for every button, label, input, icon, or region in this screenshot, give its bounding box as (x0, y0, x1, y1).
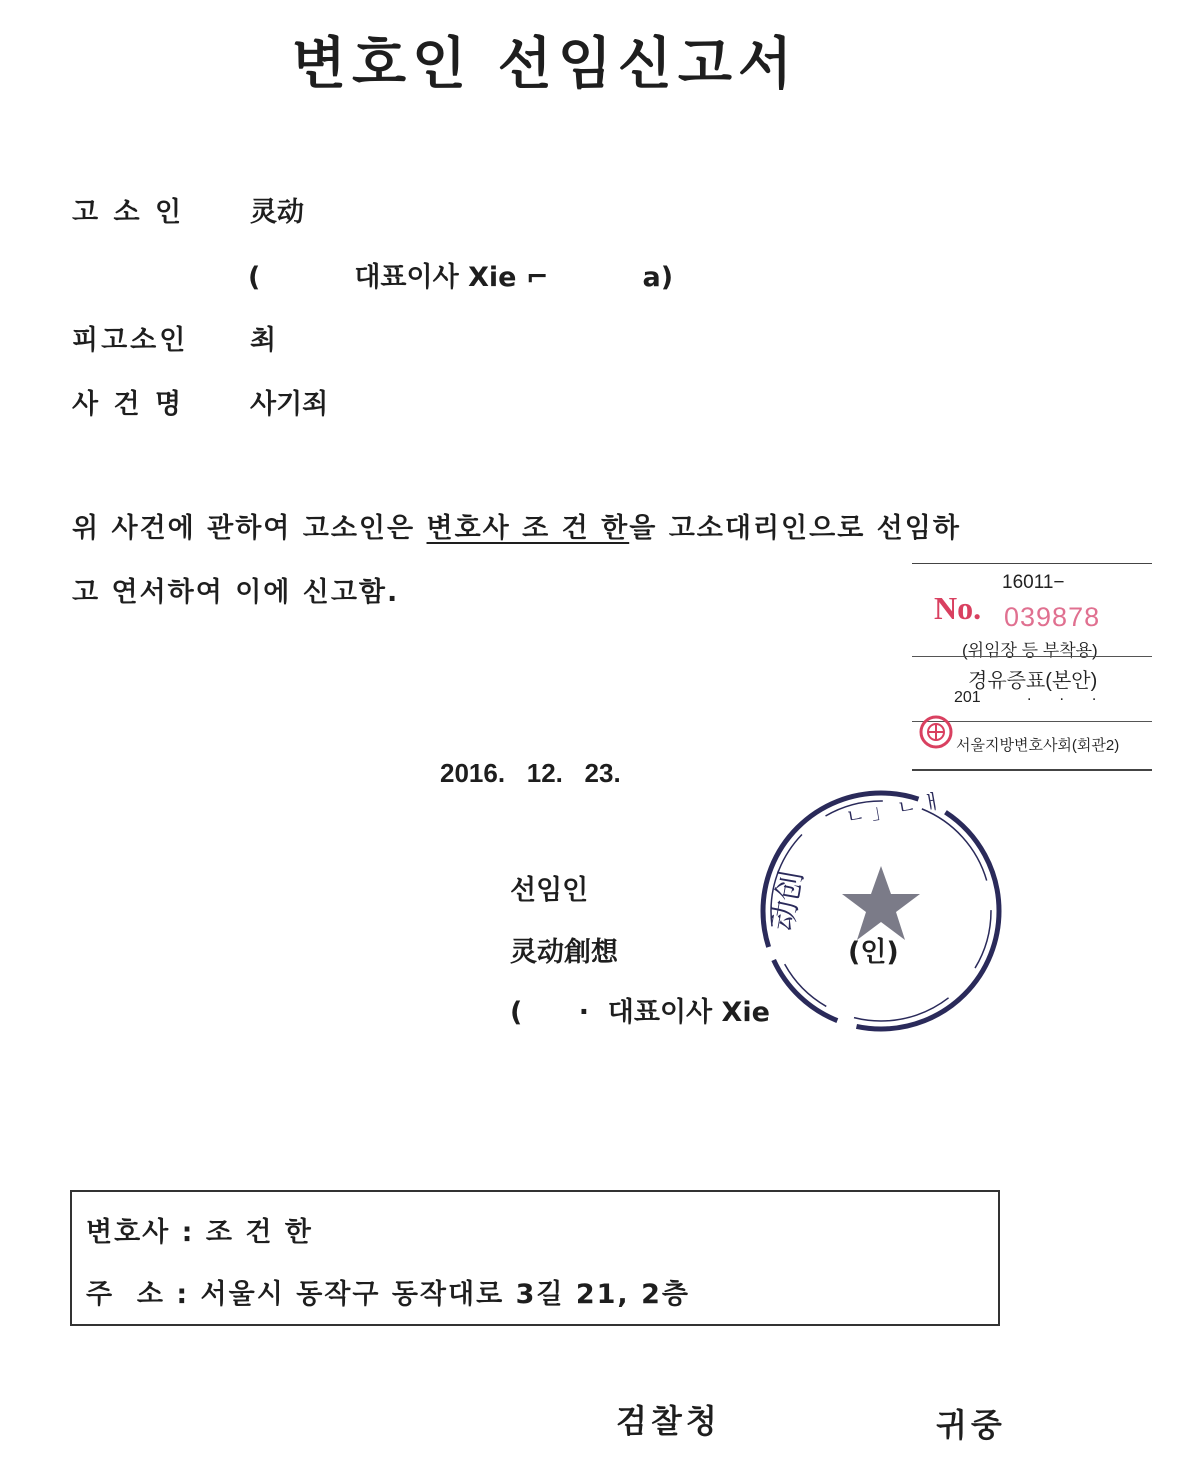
accused-label: 피고소인 (72, 325, 189, 356)
company-seal-icon (752, 782, 1010, 1040)
bar-association-seal-icon (918, 714, 954, 750)
lawyer-address: 주 소 : 서울시 동작구 동작대로 3길 21, 2층 (86, 1279, 690, 1310)
stamp-kind: 경유증표(본안) (968, 670, 1098, 692)
complainant-label: 고 소 인 (72, 197, 185, 228)
stamp-divider (912, 656, 1152, 657)
svg-text:动创: 动创 (765, 868, 811, 934)
recipient-office: 검찰청 (616, 1402, 721, 1440)
case-label: 사 건 명 (72, 389, 185, 420)
accused-name: 최 (250, 325, 277, 356)
statement-after: 을 고소대리인으로 선임하 (629, 513, 961, 544)
lawyer-name: 변호사 : 조 건 한 (86, 1217, 313, 1248)
revenue-stamp (912, 563, 1152, 771)
statement-line-2: 고 연서하여 이에 신고함. (72, 577, 400, 608)
stamp-no-label: No. (934, 590, 982, 626)
stamp-number: 039878 (1004, 602, 1101, 632)
stamp-issuer: 서울지방변호사회(회관2) (956, 737, 1120, 754)
recipient-honorific: 귀중 (936, 1406, 1006, 1444)
appointed-lawyer: 변호사 조 건 한 (426, 513, 630, 544)
appointer-label: 선임인 (510, 875, 589, 906)
statement-line-1 (72, 506, 961, 545)
stamp-date-dots: ... (1027, 687, 1125, 704)
statement-before: 위 사건에 관하여 고소인은 (72, 513, 427, 544)
document-date: 2016. 12. 23. (440, 758, 621, 788)
complainant-name: 灵动 (250, 197, 304, 228)
appointer-name: 灵动創想 (510, 937, 618, 968)
lawyer-info-box (70, 1190, 1000, 1326)
appointer-detail: ( · 대표이사 Xie (510, 997, 770, 1028)
stamp-year: 201 (954, 689, 981, 706)
stamp-usage: (위임장 등 부착용) (962, 641, 1098, 660)
stamp-code: 16011− (1002, 572, 1065, 593)
svg-text:ㄴ 」 ㄴ ㅐ: ㄴ 」 ㄴ ㅐ (843, 788, 944, 829)
complainant-detail: ( 대표이사 Xie ⌐ a) (248, 262, 674, 293)
document-title: 변호인 선임신고서 (291, 32, 799, 97)
seal-mark: (인) (848, 937, 899, 968)
case-name: 사기죄 (250, 389, 329, 420)
